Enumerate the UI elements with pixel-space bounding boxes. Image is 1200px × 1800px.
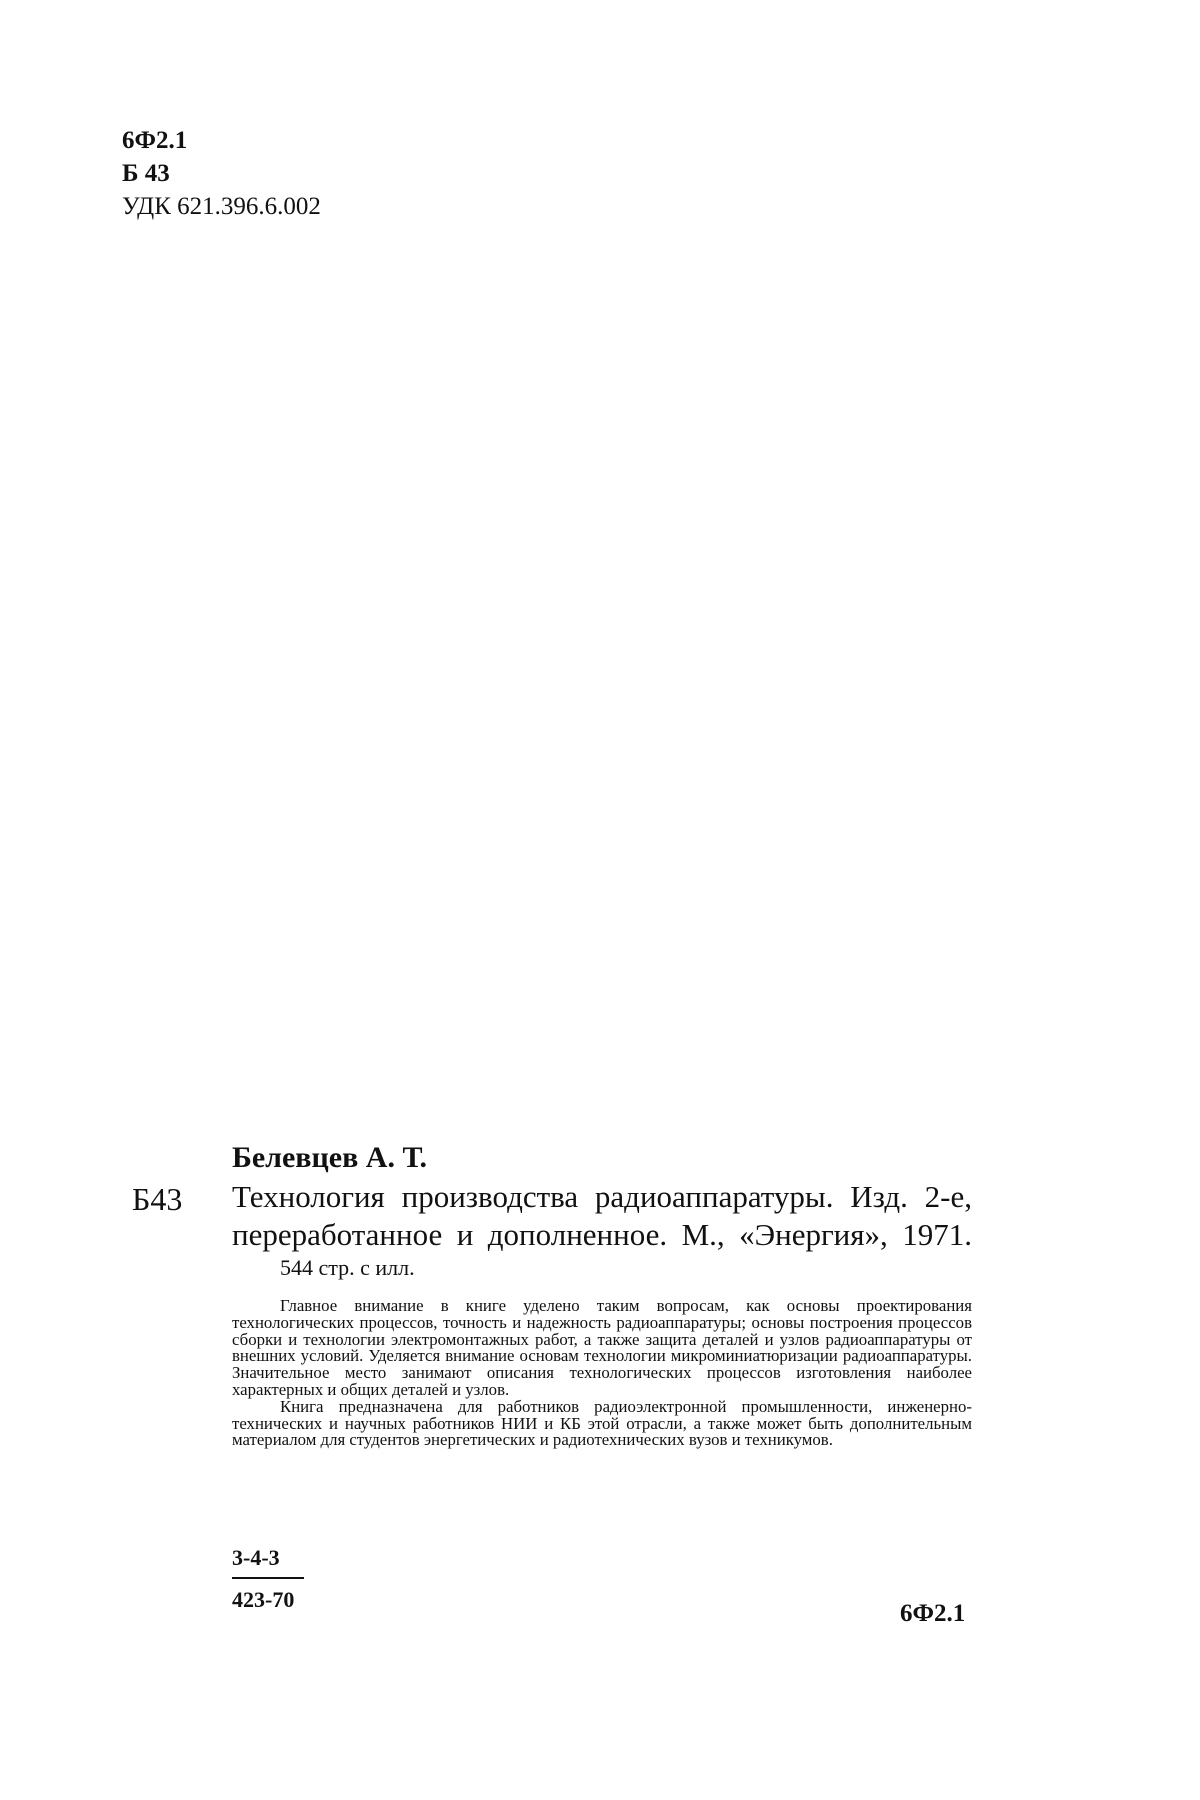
author-mark: Б43	[132, 1181, 183, 1217]
author-sign: Б 43	[122, 160, 170, 187]
book-title	[232, 1178, 972, 1254]
annotation	[232, 1298, 972, 1449]
classification-block	[122, 124, 321, 223]
annotation-paragraph-1: Главное внимание в книге уделено таким вопросам, как основы проектирования технологических процессов, точность и надежность радиоаппаратуры; основы построения процессов сборки и технологии электромонтажных работ, а также защита деталей и узлов радиоаппаратуры от внешних условий. Уделяется внимание основам технологии микроминиатюризации радиоаппаратуры. Значительное место занимают описания технологических процессов изготовления наиболее характерных и общих деталей и узлов.	[232, 1296, 972, 1399]
title-line-1: Технология производства радиоаппаратуры. Изд. 2-е,	[232, 1179, 972, 1214]
title-line-2: переработанное и дополненное. М., «Энергия», 1971.	[232, 1217, 972, 1252]
catalog-card	[232, 1138, 972, 1449]
index-denominator: 423-70	[232, 1587, 295, 1612]
index-fraction	[232, 1545, 304, 1613]
annotation-paragraph-2: Книга предназначена для работников радиоэлектронной промышленности, инженерно-технических и научных работников НИИ и КБ этой отрасли, а также может быть дополнительным материалом для студентов энергетических и радиотехнических вузов и техникумов.	[232, 1396, 972, 1450]
bbk-code: 6Ф2.1	[122, 127, 188, 154]
udk-code: УДК 621.396.6.002	[122, 193, 321, 220]
author-name: Белевцев А. Т.	[232, 1141, 427, 1174]
page-count: 544 стр. с илл.	[280, 1255, 415, 1280]
class-code-footer: 6Ф2.1	[900, 1600, 966, 1627]
index-numerator: 3-4-3	[232, 1545, 304, 1579]
